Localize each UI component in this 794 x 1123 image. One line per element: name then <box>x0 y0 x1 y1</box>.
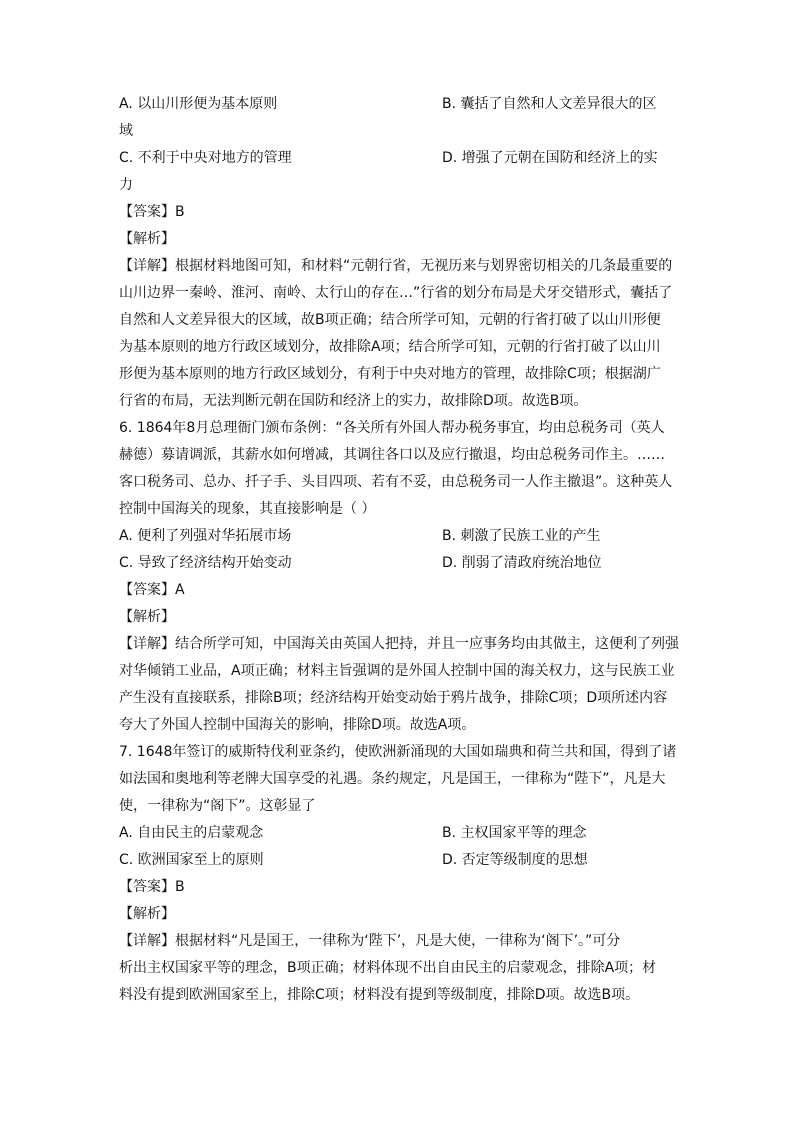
q7-option-b: B. 主权国家平等的理念 <box>442 825 587 841</box>
q5-option-d: D. 增强了元朝在国防和经济上的实 <box>442 150 658 166</box>
q7-option-c: C. 欧洲国家至上的原则 <box>119 852 264 868</box>
q6-detail-line: 夸大了外国人控制中国海关的影响，排除D项。故选A项。 <box>119 717 476 733</box>
q6-option-b: B. 刺激了民族工业的产生 <box>442 528 601 544</box>
q6-options-row-2 <box>119 550 679 577</box>
q5-options-row-1 <box>119 91 679 118</box>
q6-stem-line: 6. 1864年8月总理衙门颁布条例：“各关所有外国人帮办税务事宜，均由总税务司（英人 <box>119 420 665 436</box>
q5-option-a: A. 以山川形便为基本原则 <box>119 96 278 112</box>
q7-stem-line: 如法国和奥地利等老牌大国享受的礼遇。条约规定，凡是国王，一律称为“陛下”，凡是大 <box>119 771 666 787</box>
q5-detail-line: 行省的布局，无法判断元朝在国防和经济上的实力，故排除D项。故选B项。 <box>119 393 588 409</box>
q5-option-b: B. 囊括了自然和人文差异很大的区 <box>442 96 657 112</box>
q5-option-c: C. 不利于中央对地方的管理 <box>119 150 292 166</box>
q6-analysis-label: 【解析】 <box>119 609 175 625</box>
q5-detail-line: 形便为基本原则的地方行政区域划分，有利于中央对地方的管理，故排除C项；根据湖广 <box>119 366 661 382</box>
q7-option-d: D. 否定等级制度的思想 <box>442 852 588 868</box>
q5-detail-line: 山川边界一秦岭、淮河、南岭、太行山的存在…”行省的划分布局是犬牙交错形式，囊括了 <box>119 285 673 301</box>
q7-detail-line: 析出主权国家平等的理念，B项正确；材料体现不出自由民主的启蒙观念，排除A项；材 <box>119 960 657 976</box>
q6-stem-line: 控制中国海关的现象，其直接影响是（ ） <box>119 501 376 517</box>
q6-option-a: A. 便利了列强对华拓展市场 <box>119 528 292 544</box>
q7-stem-line: 使，一律称为“阁下”。这彰显了 <box>119 798 316 814</box>
q6-detail-line: 【详解】结合所学可知，中国海关由英国人把持，并且一应事务均由其做主，这便利了列强 <box>119 636 679 652</box>
q6-option-d: D. 削弱了清政府统治地位 <box>442 555 602 571</box>
q5-option-b-wrap: 域 <box>119 123 133 139</box>
document-page <box>119 91 679 1009</box>
q6-detail-line: 对华倾销工业品，A项正确；材料主旨强调的是外国人控制中国的海关权力，这与民族工业 <box>119 663 675 679</box>
q5-detail-line: 为基本原则的地方行政区域划分，故排除A项；结合所学可知，元朝的行省打破了以山川 <box>119 339 661 355</box>
q7-analysis-label: 【解析】 <box>119 906 175 922</box>
q5-options-row-2 <box>119 145 679 172</box>
q5-answer: 【答案】B <box>119 204 185 220</box>
q5-option-d-wrap: 力 <box>119 177 133 193</box>
q5-detail-line: 【详解】根据材料地图可知，和材料“元朝行省，无视历来与划界密切相关的几条最重要的 <box>119 258 673 274</box>
q6-detail-line: 产生没有直接联系，排除B项；经济结构开始变动始于鸦片战争，排除C项；D项所述内容 <box>119 690 668 706</box>
q7-stem-line: 7. 1648年签订的威斯特伐利亚条约，使欧洲新涌现的大国如瑞典和荷兰共和国，得到了诸 <box>119 744 677 760</box>
q7-detail-line: 料没有提到欧洲国家至上，排除C项；材料没有提到等级制度，排除D项。故选B项。 <box>119 987 640 1003</box>
q7-options-row-2 <box>119 847 679 874</box>
q7-option-a: A. 自由民主的启蒙观念 <box>119 825 264 841</box>
q7-answer: 【答案】B <box>119 879 185 895</box>
q5-analysis-label: 【解析】 <box>119 231 175 247</box>
q7-options-row-1 <box>119 820 679 847</box>
q6-answer: 【答案】A <box>119 582 185 598</box>
q7-detail-line: 【详解】根据材料“凡是国王，一律称为‘陛下’，凡是大使，一律称为‘阁下’。”可分 <box>119 933 621 949</box>
q6-options-row-1 <box>119 523 679 550</box>
q6-stem-line: 客口税务司、总办、扦子手、头目四项、若有不妥，由总税务司一人作主撤退”。这种英人 <box>119 474 673 490</box>
q6-option-c: C. 导致了经济结构开始变动 <box>119 555 292 571</box>
q6-stem-line: 赫德）募请调派，其薪水如何增减，其调往各口以及应行撤退，均由总税务司作主。…… <box>119 447 665 463</box>
q5-detail-line: 自然和人文差异很大的区域，故B项正确；结合所学可知，元朝的行省打破了以山川形便 <box>119 312 661 328</box>
